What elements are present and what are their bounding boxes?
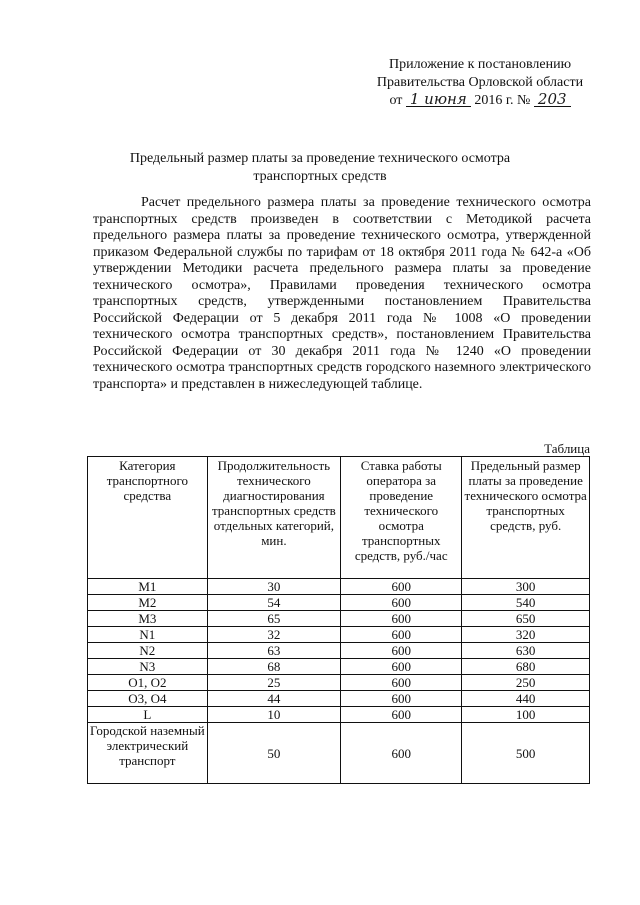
cell-duration: 63 [207,643,340,659]
cell-duration: 65 [207,611,340,627]
cell-category: O3, O4 [88,691,208,707]
cell-fee: 500 [462,723,590,784]
table-row [88,643,590,659]
cell-fee: 100 [462,707,590,723]
title-line-2: транспортных средств [253,169,387,184]
cell-rate: 600 [341,579,462,595]
cell-duration: 30 [207,579,340,595]
cell-category: M2 [88,595,208,611]
cell-duration: 32 [207,627,340,643]
table-header-row [88,457,590,579]
cell-rate: 600 [341,643,462,659]
table-row [88,595,590,611]
header-fee: Предельный размер платы за проведение технического осмотра транспортных средств, руб. [462,457,590,579]
document-title [95,150,545,186]
title-line-1: Предельный размер платы за проведение технического осмотра [129,151,511,166]
appendix-date-line [360,92,600,110]
cell-duration: 68 [207,659,340,675]
cell-duration: 10 [207,707,340,723]
appendix-line-1: Приложение к постановлению [388,57,572,72]
table-row [88,579,590,595]
cell-rate: 600 [341,723,462,784]
cell-fee: 250 [462,675,590,691]
appendix-line-2: Правительства Орловской области [376,75,584,90]
table-row [88,611,590,627]
cell-category: O1, O2 [88,675,208,691]
cell-fee: 650 [462,611,590,627]
cell-category: N1 [88,627,208,643]
cell-duration: 50 [207,723,340,784]
rates-table [87,456,590,784]
appendix-header [360,56,600,110]
cell-rate: 600 [341,595,462,611]
cell-duration: 44 [207,691,340,707]
cell-category: N2 [88,643,208,659]
table-row [88,707,590,723]
cell-rate: 600 [341,627,462,643]
table-row [88,627,590,643]
date-year: 2016 г. № [474,93,531,108]
cell-category: M1 [88,579,208,595]
table-row [88,723,590,784]
header-duration: Продолжительность технического диагностирования транспортных средств отдельных категорий, мин. [207,457,340,579]
table-row [88,691,590,707]
cell-rate: 600 [341,659,462,675]
cell-category: N3 [88,659,208,675]
cell-category: Городской наземный электрический транспорт [88,723,208,784]
table-row [88,675,590,691]
cell-rate: 600 [341,675,462,691]
cell-rate: 600 [341,691,462,707]
cell-category: L [88,707,208,723]
body-paragraph: Расчет предельного размера платы за проведение технического осмотра транспортных средств произведен в соответствии с Методикой расчета предельного размера платы за проведение технического осмотра, утвержденной приказом Федеральной службы по тарифам от 18 октября 2011 года № 642-а «Об утверждении Методики расчета предельного размера платы за проведение технического осмотра», Правилами проведения технического осмотра транспортных средств, утвержденными постановлением Правительства Российской Федерации от 5 декабря 2011 года № 1008 «О проведении технического осмотра транспортных средств», постановлением Правительства Российской Федерации от 30 декабря 2011 года № 1240 «О проведении технического осмотра транспортных средств городского наземного электрического транспорта» и представлен в нижеследующей таблице. [93,195,591,392]
cell-rate: 600 [341,707,462,723]
handwritten-date: 1 июня [406,92,471,107]
cell-fee: 540 [462,595,590,611]
header-rate: Ставка работы оператора за проведение технического осмотра транспортных средств, руб./час [341,457,462,579]
cell-fee: 630 [462,643,590,659]
cell-duration: 25 [207,675,340,691]
cell-rate: 600 [341,611,462,627]
cell-category: M3 [88,611,208,627]
table-row [88,659,590,675]
handwritten-number: 203 [534,92,571,107]
cell-duration: 54 [207,595,340,611]
date-prefix: от [389,93,403,108]
table-label: Таблица [544,441,590,456]
cell-fee: 440 [462,691,590,707]
cell-fee: 320 [462,627,590,643]
cell-fee: 680 [462,659,590,675]
header-category: Категория транспортного средства [88,457,208,579]
cell-fee: 300 [462,579,590,595]
